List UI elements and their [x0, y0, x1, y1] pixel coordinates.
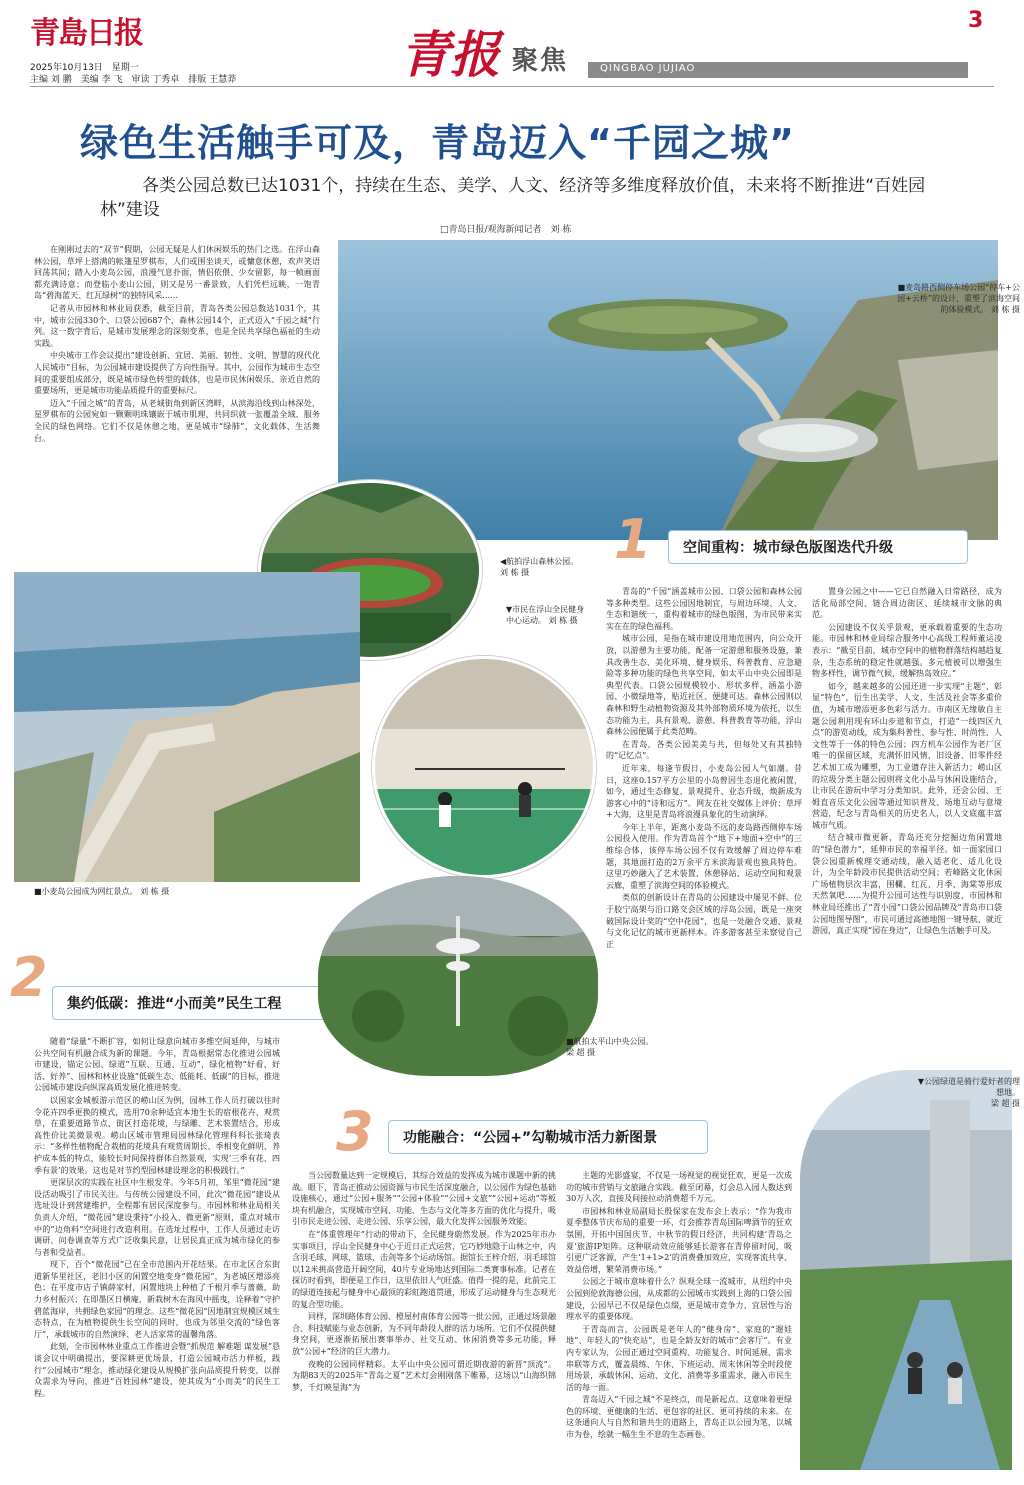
paragraph: 当公园数量达到一定规模后，其综合效益的发挥成为城市课题中新的挑战。眼下，青岛正推动公园资源与市民生活深度融合，以公园作为绿色基础设施核心，通过“公园+服务”“公园+体验”“公园+文旅”“公园+运动”等板块有机融合，实现城市空间、功能、生态与文化等多方面的优化与提升，吸引市民走进公园、走进公园、乐享公园，最大化发挥公园服务效能。: [292, 1171, 556, 1227]
paragraph: 以困家金城板游示范区的崂山区为例，园林工作人员打破以往时令花卉四季更换的模式，选用70余种适宜本地生长的宿根花卉、观赏草，在重要道路节点、街区打造花境，与绿雕、艺术装置结合，形成高性价比美微景观。崂山区城市管理局园林绿化管理科科长张琦表示：“多样性植物配合栽植的花境具有观赏周期长、季相变化鲜明、养护成本低的特点，能较长时间保持群体自然景观，实现‘三季有花、四季有景’的效果。这也是对节约型园林建设理念的积极践行。”: [34, 1095, 280, 1175]
photo-credit: 梁 超: [566, 1048, 585, 1057]
caption-xiaomai: [34, 886, 169, 897]
section-2-numeral: 2: [10, 946, 48, 1009]
caption-text: ■小麦岛公园成为网红景点。: [34, 887, 138, 896]
paragraph: 在刚刚过去的“双节”假期，公园无疑是人们休闲娱乐的热门之选。在浮山森林公园，草坪上搭满的帐篷星罗棋布，人们或围坐谈天，或慵意休憩，欢声笑语回荡其间；踏入小麦岛公园，浪漫气息扑面，情侣依偎、少女留影，每一帧画面都充满诗意；而登临小麦山公园，则又是另一番景致，人们凭栏远眺，一饱青岛“碧海蓝天、红瓦绿树”的独特风采……: [34, 245, 320, 301]
photo-credit-suffix: 摄: [1012, 305, 1020, 314]
caption-greenway: [910, 1076, 1020, 1109]
section-2-column: [34, 1036, 280, 1456]
photo-credit-suffix: 摄: [1012, 1099, 1020, 1108]
paragraph: 随着“绿量”不断扩容，如何让绿意向城市多维空间延伸，与城市公共空间有机融合成为新的课题。今年，青岛根据常态化推进公园城市建设，锚定公园、绿道“互联、互通、互动”，绿化植物“好看、好活、好养”、园林和林业设施“低碳生态、低能耗、低碳”的目标，推进公园城市建设向纵深高质发展化推进转变。: [34, 1037, 280, 1093]
byline: □青岛日报/观海新闻记者 刘 栋: [440, 225, 572, 235]
caption-text: ▼市民在浮山全民健身中心运动。: [506, 605, 585, 625]
date-line: 2025年10月13日 星期一: [30, 63, 139, 73]
paragraph: 迈入“千园之城”的青岛，从老城街角到新区湾畔，从滨海沿线到山林深处，星罗棋布的公园宛如一颗颗明珠镶嵌于城市肌理，共同织就一张覆盖全域、服务全民的绿色网络。它们不仅是休憩之地，更是城市“绿肺”、文化载体、生活舞台。: [34, 398, 320, 443]
paragraph: 更深层次的实践在社区中生根发芽。今年5月初，邹里“微花园”建设活动吸引了市民关注。与传统公园建设不同，此次“微花园”建设从选址设计到营建维护，全程都有居民深度参与。市园林和林业局相关负责人介绍，“微花园”建设秉持“小投入、微更新”原则，重点对城市中的“边角料”空间进行改造利用。在选址过程中，工作人员通过走访调研、问卷调查等方式广泛收集民意，让居民真正成为城市绿化的参与者和受益者。: [34, 1178, 280, 1257]
photo-credit-suffix: 摄: [521, 568, 530, 577]
intro-text: [34, 244, 320, 479]
section-1-heading: 空间重构：城市绿色版图迭代升级: [668, 530, 968, 564]
photo-xiaomai-island: [14, 572, 360, 882]
paragraph: 青岛的“千园”涵盖城市公园、口袋公园和森林公园等多种类型。这些公园因地制宜，与周边环境、人文、生态和谐统一，重构着城市的绿色版图，为市民带来实实在在的绿色福利。: [606, 587, 802, 631]
section-1-numeral: 1: [614, 508, 652, 571]
caption-fitness: [506, 604, 592, 626]
photo-taipingshan-park: [318, 876, 598, 1076]
staff-line: 主编 刘 鹏 美编 李 飞 审读 丁秀卓 排版 王慧莽: [30, 75, 237, 85]
paragraph: 近年来，每逢节假日，小麦岛公园人气如潮。昔日，这座0.157平方公里的小岛曾因生态退化被闲置，如今，通过生态修复、景观提升、业态升级，焕新成为游客心中的“诗和远方”。网友在社交媒体上评价：草坪+大海，这里是青岛将浪漫具象化的生动演绎。: [606, 763, 802, 820]
masthead-rule: [30, 86, 994, 87]
paragraph: 在“体重管理年”行动的带动下，全民健身蔚然发展。作为2025年市办实事项目，浮山全民健身中心于近日正式运营，它巧妙地隐于山林之中，内含羽毛球、网球、篮球、击剑等多个运动场馆。据馆长王梓介绍，羽毛球馆以12米挑高营造开阔空间，40片专业场地达到国际二类赛事标准。记者在探访时看到，即便是工作日，这里依旧人气旺盛。值得一提的是，此前完工的绿道连接起与健身中心最顶的彩虹跑道贯通，形成了运动健身与生态观光的复合型功能。: [292, 1229, 556, 1309]
photo-credit-suffix: 摄: [161, 887, 170, 896]
photo-greenway: [800, 1070, 1012, 1470]
paragraph: 类似的创新设计在青岛的公园建设中屡见不鲜。位于胶宁高架与沿口路交会区域的浮岛公园，既是一座突破国际设计奖的“空中花园”，也是一处融合交通、景观与文化记忆的城市更新样本。许多游客甚至未察觉自己正: [606, 893, 802, 949]
paragraph: 如今，越来越多的公园还进一步实现“主题”、彰显“特色”，衍生出美学、人文、生活及社会等多重价值，为城市增添更多色彩与活力。市南区无缘敏自主题公园利用现有环山步道和节点，打造“一线四区九点”的游览动线，成为集科普性、参与性、时尚性、人文性等于一体的特色公园；四方机车公园作为老厂区唯一的保留区域，充满怀旧风情，旧设备、旧零件经艺术加工成为雕塑，为工业遗存注入新活力；崂山区的垃圾分类主题公园则将文化小品与休闲设施结合，让市民在游玩中学习分类知识。此外，还会公园、王姆直音乐文化公园等通过知识普及、场地互动与意境营造，纪念与青岛相关的历史名人，以人文底蕴丰富城市气质。: [812, 681, 1002, 830]
caption-text: ◀航拍浮山森林公园。: [500, 557, 579, 566]
section-2-heading: 集约低碳：推进“小而美”民生工程: [52, 986, 342, 1020]
badminton-hall-image: [375, 659, 596, 878]
paragraph: 公园建设不仅关乎景观，更承载着重要的生态功能。市园林和林业局综合服务中心高级工程师董运凌表示：“截至目前，城市空间中的植物群落结构越趋复杂，生态系统的稳定性就越强。多元植被可以增强生物多样性，调节微气候，缓解热岛效应。”: [812, 622, 1002, 679]
subhead: 各类公园总数已达1031个，持续在生态、美学、人文、经济等多维度释放价值，未来将不断推进“百姓园林”建设: [100, 176, 926, 220]
photo-credit-suffix: 摄: [587, 1048, 596, 1057]
photo-credit: 刘 栋: [140, 887, 159, 896]
section-name: 聚焦: [512, 46, 569, 76]
paragraph: 记者从市园林和林业局获悉，截至目前，青岛各类公园总数达1031个，其中，城市公园330个、口袋公园687个、森林公园14个，正式迈入“千园之城”行列。这一数字背后，是城市发展理念的深刻变革，也是全民共享绿色福祉的生动实践。: [34, 303, 320, 348]
paragraph: 中央城市工作会议提出“建设创新、宜居、美丽、韧性、文明、智慧的现代化人民城市”目标，为公园城市建设提供了方向性指导。其中，公园作为城市生态空间的重要组成部分，既是城市绿色转型的载体，也是市民休闲娱乐、亲近自然的重要场所，更是城市功能品质提升的重要标尺。: [34, 351, 320, 396]
photo-credit: 刘 栋: [500, 568, 519, 577]
caption-top-right: [896, 282, 1020, 315]
paragraph: 于青岛而言，公园既是老年人的“健身房”、家庭的“遛娃地”、年轻人的“快充站”，也是全龄友好的城市“会客厅”。有业内专家认为，公园正通过空间重构、功能复合、时间延展、需求串联等方式，覆盖晨练、午休、下班运动、周末休闲等全时段使用场景，承载休闲、运动、文化、消费等多重需求，融入市民生活的每一面。: [566, 1324, 792, 1392]
paragraph: 公园之于城市意味着什么？纵观全球一流城市，从纽约中央公园到伦敦海德公园，从成都的公园城市实践到上海的口袋公园建设，公园早已不仅是绿色点缀，更是城市竞争力、宜居性与治理水平的重要体现。: [566, 1277, 792, 1322]
caption-text: ■航拍太平山中央公园。: [566, 1037, 654, 1046]
newspaper-logo: 青島日报: [30, 16, 142, 51]
section-1-column-a: [606, 586, 802, 978]
paragraph: 市园林和林业局副局长殷保家在发布会上表示：“作为我市夏季整体节庆布局的重要一环，灯会推荐青岛国际啤酒节的狂欢氛围，开拓中国国庆节、中秋节的假日经济，共同构建‘青岛之夏’旅游IP矩阵。这种联动效应能够延长游客在青停留时间，吸引更广泛客源，产生‘1+1>2’的消费叠加效应，实现客流共享、效益倍增，繁荣消费市场。”: [566, 1206, 792, 1274]
caption-taipingshan: [566, 1036, 676, 1058]
paragraph: 主题的光影盛宴，不仅是一场视觉的视觉狂欢，更是一次成功的城市营销与文旅融合实践。截至闭幕，灯会总入园人数达到30万人次，直接及间接拉动消费超千万元。: [566, 1171, 792, 1204]
xiaomai-island-image: [14, 572, 360, 882]
photo-credit-suffix: 摄: [569, 616, 578, 625]
paragraph: 青岛迈入“千园之城”不是终点，而是新起点。这意味着更绿色的环境、更健康的生活、更包容的社区、更可持续的未来。在这条通向人与自然和谐共生的道路上，青岛正以公园为笔，以城市为卷，绘就一幅生生不息的生态画卷。: [566, 1395, 792, 1440]
taipingshan-tower-image: [318, 876, 598, 1076]
section-3-column-a: [292, 1170, 556, 1460]
section-1-column-b: [812, 586, 1002, 998]
caption-fushan: [500, 556, 586, 578]
photo-credit: 梁 超: [990, 1099, 1010, 1108]
paragraph: 城市公园，是指在城市建设用地范围内，向公众开放，以游憩为主要功能，配备一定游憩和服务设施，兼具改善生态、美化环境、健身娱乐、科普教育、应急避险等多种功能的绿色共享空间，如太平山中央公园即是典型代表。口袋公园规模较小、形状多样，涵盖小游园、小微绿地等，贴近社区、便捷可达。森林公园则以森林和野生动植物资源及其外部物质环境为依托，以生态功能为主，具有景观、游憩、科普教育等功能，浮山森林公园便属于此类范畴。: [606, 634, 802, 737]
paragraph: 结合城市微更新，青岛还充分挖掘边角闲置地的“绿色潜力”，延伸市民的幸福半径。如一面家园口袋公园重新梳理交通动线，融入适老化、适儿化设计，为全年龄段市民提供活动空间；若峰路文化休闲广场植物层次丰富，围欄、红瓦、月季、海棠等形成天然氧吧……为提升公园可达性与识别度，市园林和林业局还推出了“青小园”口袋公园品牌及“青岛市口袋公园地图导图”，市民可通过高德地图一键导航、就近游园，真正实现“园在身边”，让绿色生活触手可及。: [812, 833, 1002, 936]
paragraph: 同样，深圳路体育公园、橙屋村南体育公园等一批公园，正通过场景融合、科技赋能与业态创新，为不同年龄段人群的活力场所。它们不仅提供健身空间，更逐渐拓展出赛事举办、社交互动、休闲消费等多元功能，释放“公园+”经济的巨大潜力。: [292, 1312, 556, 1356]
section-3-numeral: 3: [336, 1100, 374, 1163]
photo-fitness-center: [372, 656, 596, 878]
paragraph: 夜晚的公园同样精彩。太平山中央公园可谓近期夜游的新晋“顶流”。为期83天的2025年“青岛之夏”艺术灯会刚刚落下帷幕，这场以“山海织锦梦，千灯映星海”为: [292, 1359, 556, 1392]
paragraph: 在青岛，各类公园美美与共，但每处又有其独特的“记忆点”。: [606, 739, 802, 761]
paragraph: 此刻，全市园林林业重点工作推进会暨“抓规范 解难题 谋发展”恳谈会议中明确提出，要深耕更优场景，打造公园城市活力样板，践行“公园城市”理念，推动绿化建设从规模扩张向品质提升转变，以群众需求为导向，推进“百姓园林”建设，使其成为“小而美”的民生工程。: [34, 1342, 280, 1398]
section-pinyin: QINGBAO JUJIAO: [600, 63, 696, 74]
photo-credit: 刘 栋: [990, 305, 1010, 314]
page-number: 3: [968, 8, 984, 33]
greenway-cyclists-image: [800, 1070, 1012, 1470]
section-brush-title: 青报: [400, 25, 500, 84]
photo-credit: 刘 栋: [548, 616, 568, 625]
paragraph: 现下，百个“微花园”已在全市范围内开花结果。在市北区合东街道新华里社区，老旧小区的闲置空地变身“微花园”，为老城区增添亮色；在平度市店子镇薛家村，闲置地块上种植了千根月季与蔷薇，助力乡村振兴；在即墨区日横庵，新栽树木在海风中摇曳，诠释着“守护碧蓝海岸，共拥绿色家园”的理念。这些“微花园”因地制宜规模区域生态特点，在为植物提供生长空间的同时，也成为邻里交流的“绿色客厅”，承载城市的自然演绎、老人活家常的温馨角落。: [34, 1260, 280, 1339]
headline: 绿色生活触手可及，青岛迈入“千园之城”: [80, 121, 795, 165]
section-3-column-b: [566, 1170, 792, 1460]
caption-text: ▼公园绿道是骑行爱好者的理想地。: [917, 1077, 1020, 1097]
section-3-heading: 功能融合：“公园+”勾勒城市活力新图景: [388, 1120, 708, 1154]
paragraph: 置身公园之中——它已自然融入日常路径，成为活化局部空间、链合周边街区、延续城市文脉的典范。: [812, 587, 1002, 620]
caption-text: ■麦岛路西侧停车场公园“停车+公园+云桥”的设计，重塑了滨海空间的体验模式。: [897, 283, 1020, 314]
paragraph: 今年上半年，距离小麦岛不远的麦岛路西侧停车场公园投入使用。作为青岛首个“地下+地面+空中”的三维综合体，该停车场公园不仅有效缓解了周边停车难题，其地面打造的2万余平方米滨海景观也独具特色。这里巧妙融入了艺术装置、休憩驿站、运动空间和观景云廊，重塑了滨海空间的体验模式。: [606, 822, 802, 890]
